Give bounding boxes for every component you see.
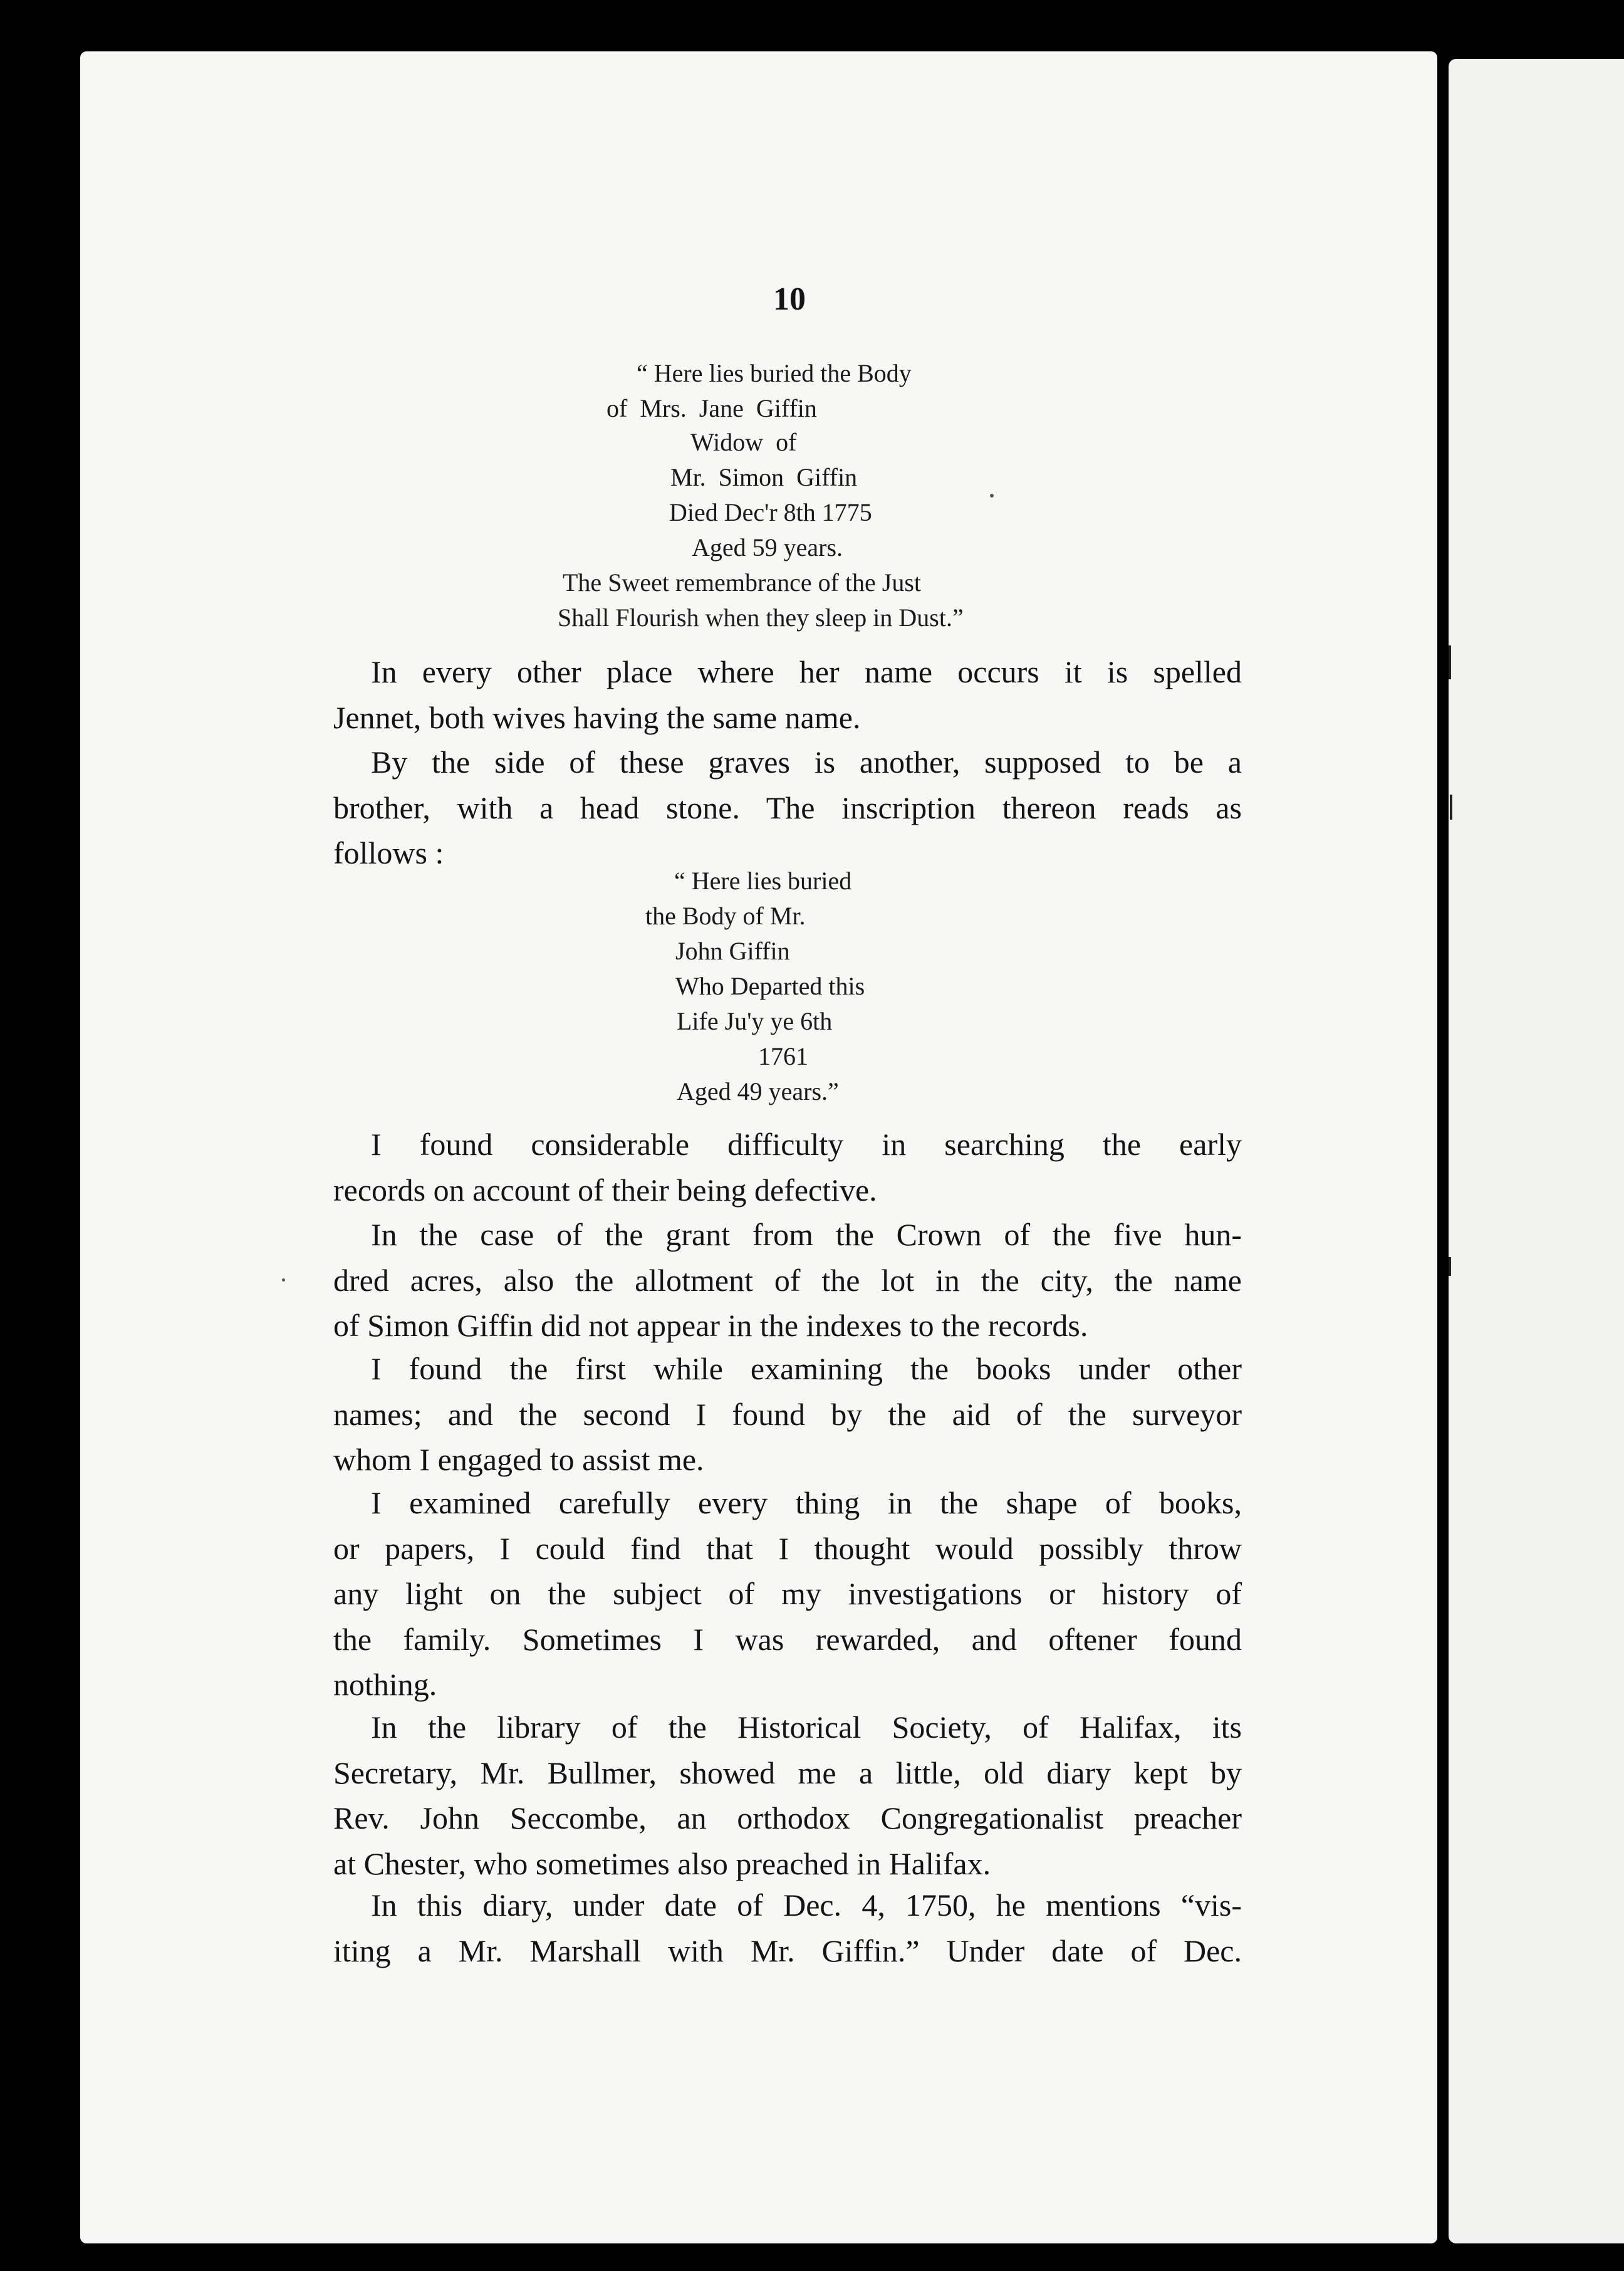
text-line: the family. Sometimes I was rewarded, and oftener found (333, 1621, 1242, 1657)
text-line: dred acres, also the allotment of the lot in the city, the name (333, 1262, 1242, 1298)
inscription-line: Died Dec'r 8th 1775 (669, 498, 872, 526)
text-line: whom I engaged to assist me. (333, 1442, 704, 1477)
text-line: In every other place where her name occurs it is spelled (371, 654, 1242, 689)
scan-speck (282, 1278, 285, 1282)
inscription-line: Shall Flourish when they sleep in Dust.” (558, 603, 964, 632)
text-line: Jennet, both wives having the same name. (333, 699, 861, 735)
inscription-line: of Mrs. Jane Giffin (606, 394, 817, 422)
text-line: I examined carefully every thing in the shape of books, (371, 1485, 1242, 1520)
text-line: records on account of their being defective. (333, 1172, 877, 1208)
inscription-line: Aged 49 years.” (677, 1077, 839, 1105)
paragraph (333, 1122, 1242, 1213)
page-mark (1449, 1257, 1451, 1276)
text-line: I found the first while examining the books under other (371, 1351, 1242, 1386)
inscription-line: Widow of (690, 428, 797, 456)
inscription-line: 1761 (758, 1042, 808, 1070)
text-line: In the library of the Historical Society, of Halifax, its (371, 1710, 1242, 1745)
facing-page-edge (1449, 59, 1624, 2243)
text-line: names; and the second I found by the aid of the surveyor (333, 1396, 1242, 1432)
inscription-line: The Sweet remembrance of the Just (563, 568, 922, 597)
text-line: By the side of these graves is another, supposed to be a (371, 744, 1242, 780)
text-line: at Chester, who sometimes also preached in Halifax. (333, 1846, 991, 1881)
inscription-line: Life Ju'y ye 6th (677, 1007, 833, 1035)
inscription-line: “ Here lies buried (674, 867, 852, 895)
text-line: follows : (333, 835, 444, 870)
inscription-line: “ Here lies buried the Body (637, 359, 912, 387)
page-mark (1449, 645, 1451, 679)
inscription-line: John Giffin (675, 937, 790, 965)
scan-speck (990, 494, 994, 498)
paragraph (333, 649, 1242, 740)
text-line: or papers, I could find that I thought would possibly throw (333, 1530, 1242, 1566)
text-line: Rev. John Seccombe, an orthodox Congregationalist preacher (333, 1800, 1242, 1835)
paragraph (333, 1480, 1242, 1708)
inscription-line: Mr. Simon Giffin (670, 463, 858, 491)
text-line: In the case of the grant from the Crown of the five hun- (371, 1217, 1242, 1252)
page-mark (1450, 795, 1452, 820)
text-line: of Simon Giffin did not appear in the indexes to the records. (333, 1308, 1088, 1343)
inscription-line: Who Departed this (675, 972, 865, 1000)
paragraph (333, 1212, 1242, 1349)
inscription-line: Aged 59 years. (692, 533, 843, 561)
page-number: 10 (773, 281, 806, 317)
text-line: iting a Mr. Marshall with Mr. Giffin.” Under date of Dec. (333, 1933, 1242, 1968)
paragraph (333, 1882, 1242, 1973)
inscription-line: the Body of Mr. (645, 902, 806, 930)
paragraph (333, 739, 1242, 876)
text-line: any light on the subject of my investigations or history of (333, 1576, 1242, 1611)
text-line: In this diary, under date of Dec. 4, 1750, he mentions “vis- (371, 1887, 1242, 1923)
text-line: I found considerable difficulty in searching the early (371, 1127, 1242, 1162)
text-line: Secretary, Mr. Bullmer, showed me a little, old diary kept by (333, 1755, 1242, 1790)
paragraph (333, 1346, 1242, 1483)
paragraph (333, 1705, 1242, 1886)
text-line: nothing. (333, 1667, 437, 1702)
text-line: brother, with a head stone. The inscription thereon reads as (333, 790, 1242, 825)
